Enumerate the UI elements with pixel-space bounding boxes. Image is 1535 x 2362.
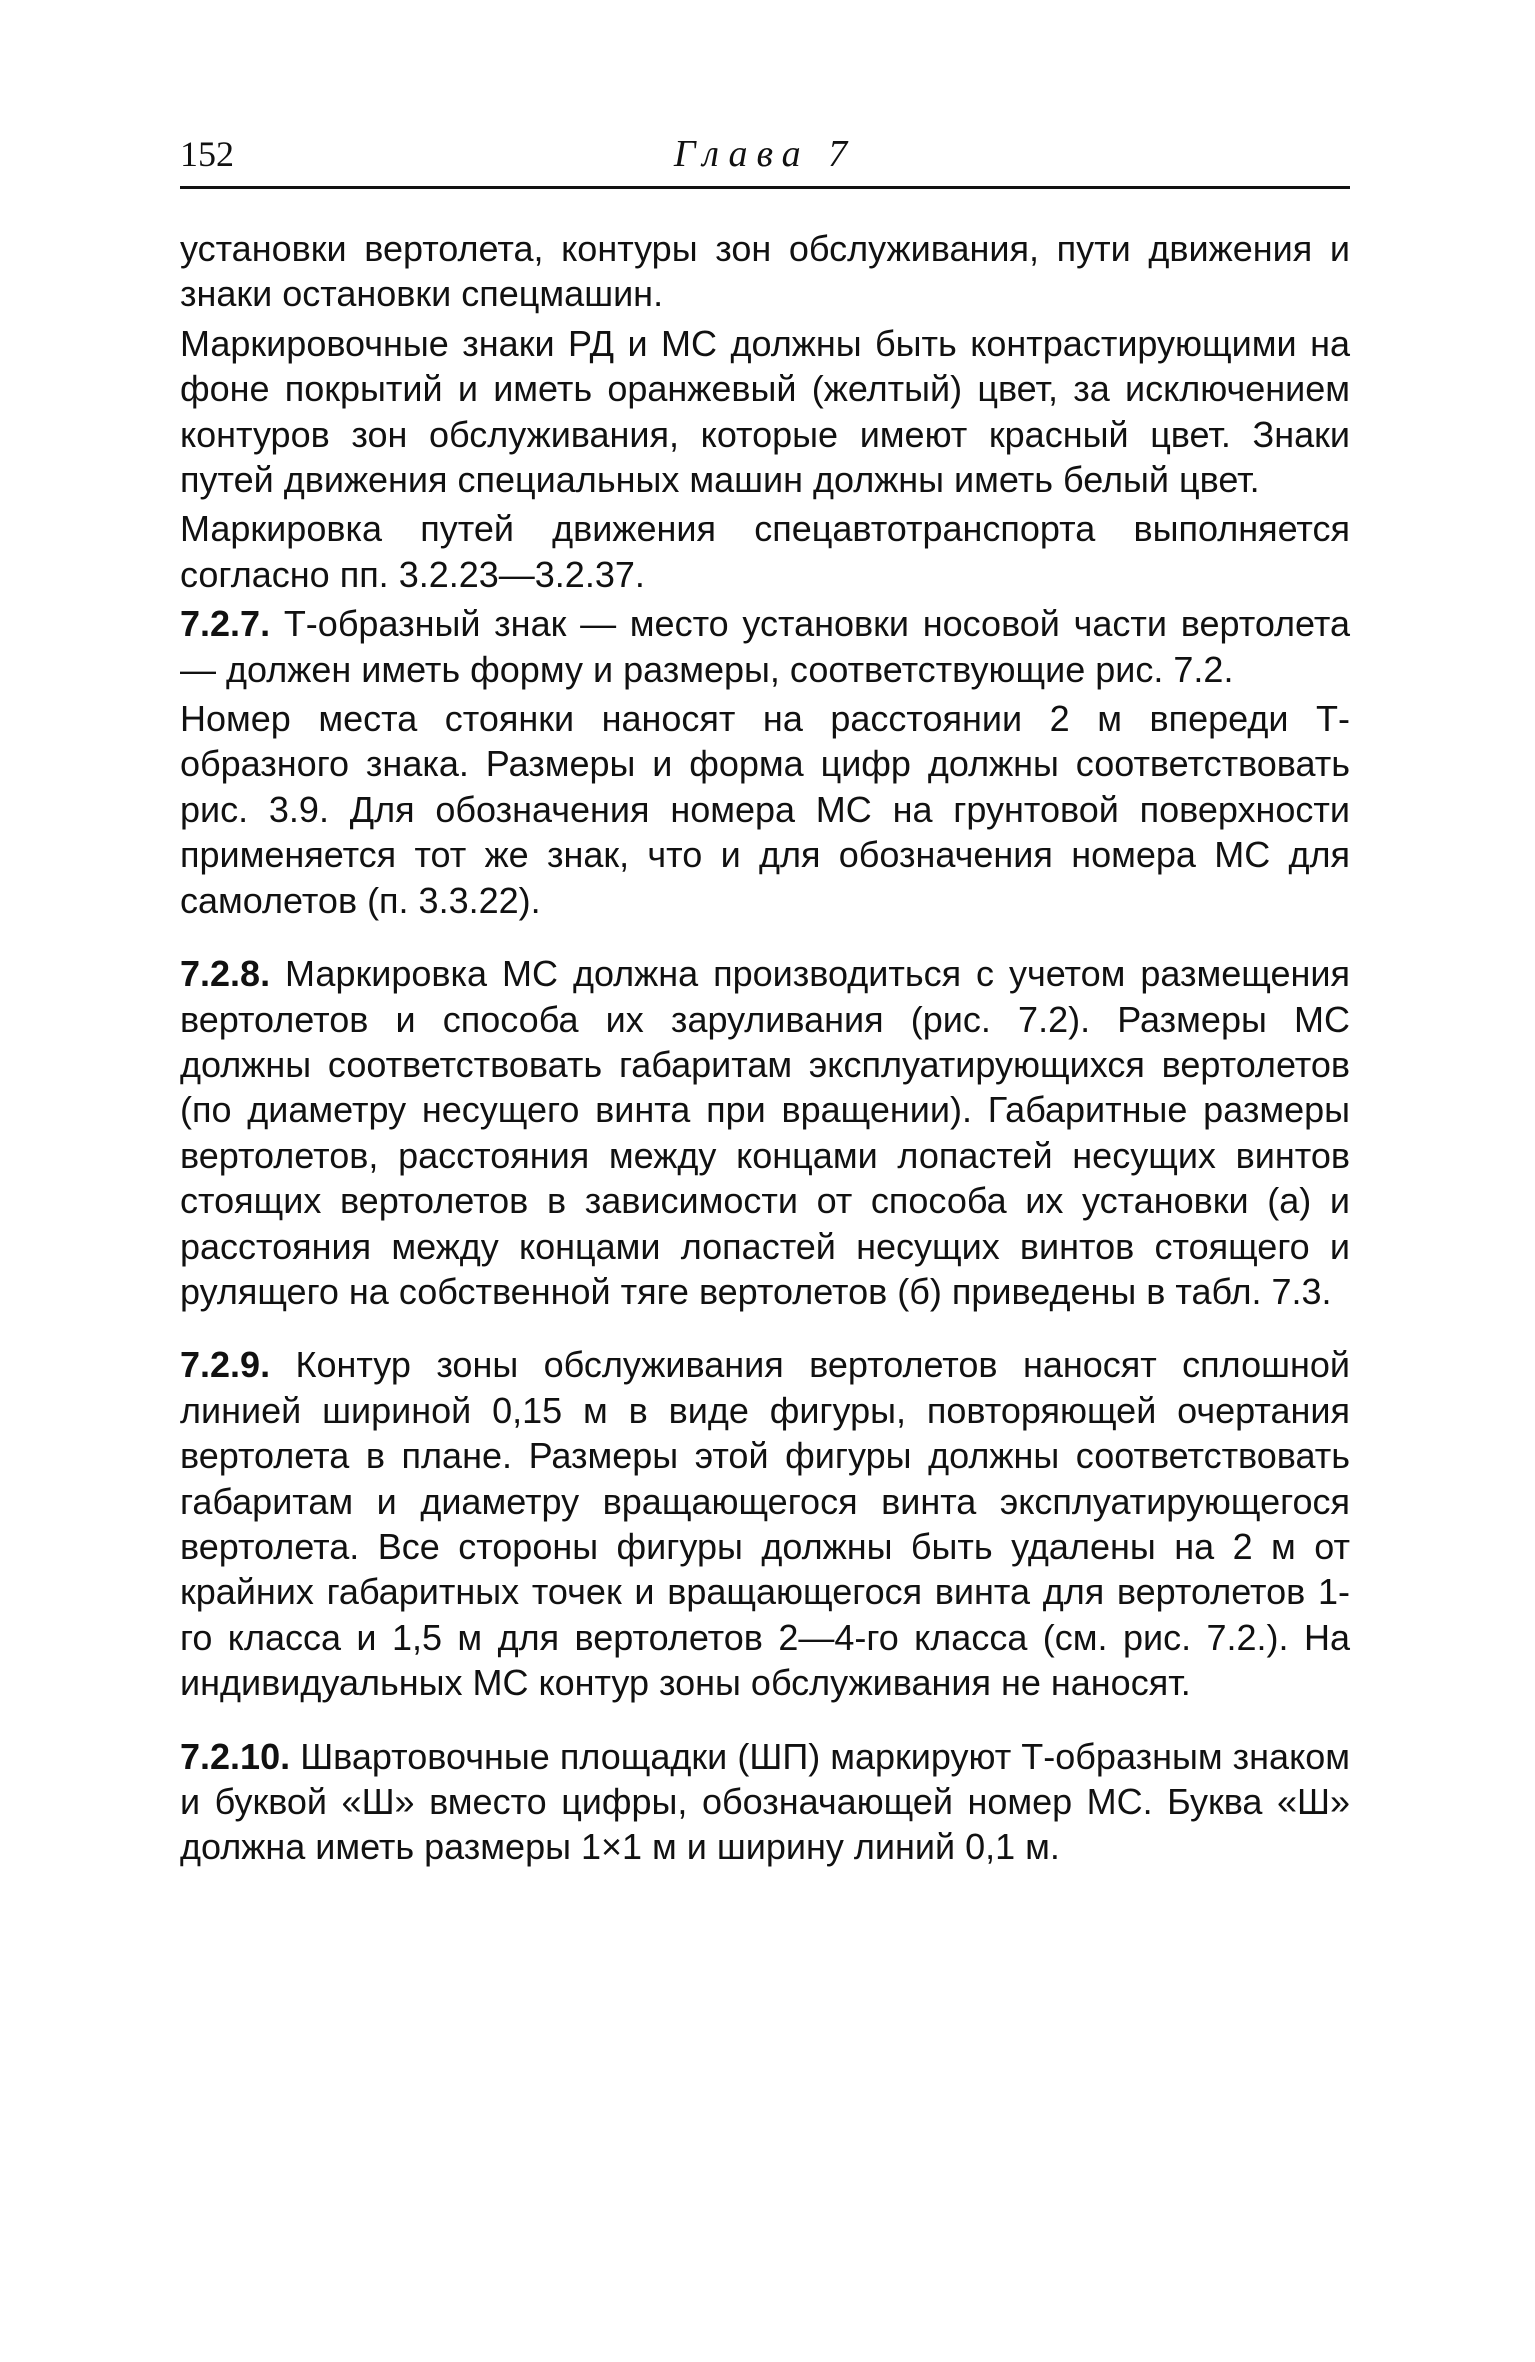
paragraph-text: Маркировка путей движения спецавтотранспорта выполняется согласно пп. 3.2.23—3.2.37. bbox=[180, 508, 1350, 595]
paragraph-text: установки вертолета, контуры зон обслуживания, пути движения и знаки остановки спецмашин. bbox=[180, 228, 1350, 315]
section-number: 7.2.8. bbox=[180, 953, 271, 995]
paragraph-text: Контур зоны обслуживания вертолетов наносят сплошной линией шириной 0,15 м в виде фигуры, повторяющей очертания вертолета в плане. Размеры этой фигуры должны соответствовать габаритам и диаметру вращающегося винта эксплуатирующегося вертолета. Все стороны фигуры должны быть удалены на 2 м от крайних габаритных точек и вращающегося винта для вертолетов 1-го класса и 1,5 м для вертолетов 2—4-го класса (см. рис. 7.2.). На индивидуальных МС контур зоны обслуживания не наносят. bbox=[180, 1344, 1350, 1704]
paragraph bbox=[180, 1734, 1350, 1870]
paragraph bbox=[180, 951, 1350, 1314]
header-rule bbox=[180, 186, 1350, 189]
paragraph bbox=[180, 696, 1350, 923]
paragraph bbox=[180, 226, 1350, 317]
section-number: 7.2.7. bbox=[180, 603, 271, 645]
paragraph-text: Маркировочные знаки РД и МС должны быть контрастирующими на фоне покрытий и иметь оранжевый (желтый) цвет, за исключением контуров зон обслуживания, которые имеют красный цвет. Знаки путей движения специальных машин должны иметь белый цвет. bbox=[180, 322, 1350, 501]
paragraph bbox=[180, 1342, 1350, 1705]
paragraph bbox=[180, 506, 1350, 597]
paragraph-text: Маркировка МС должна производиться с учетом размещения вертолетов и способа их заруливания (рис. 7.2). Размеры МС должны соответствовать габаритам эксплуатирующихся вертолетов (по диаметру несущего винта при вращении). Габаритные размеры вертолетов, расстояния между концами лопастей несущих винтов стоящих вертолетов в зависимости от способа их установки (а) и расстояния между концами лопастей несущих винтов стоящего и рулящего на собственной тяге вертолетов (б) приведены в табл. 7.3. bbox=[180, 953, 1350, 1312]
paragraph bbox=[180, 321, 1350, 503]
page-number: 152 bbox=[180, 134, 234, 174]
page-header bbox=[180, 130, 1350, 190]
section-number: 7.2.9. bbox=[180, 1344, 271, 1386]
paragraph-text: Швартовочные площадки (ШП) маркируют Т-образным знаком и буквой «Ш» вместо цифры, обозначающей номер МС. Буква «Ш» должна иметь размеры 1×1 м и ширину линий 0,1 м. bbox=[180, 1735, 1350, 1868]
running-head: Глава 7 bbox=[673, 133, 857, 175]
paragraph-text: Номер места стоянки наносят на расстоянии 2 м впереди Т-образного знака. Размеры и форма цифр должны соответствовать рис. 3.9. Для обозначения номера МС на грунтовой поверхности применяется тот же знак, что и для обозначения номера МС для самолетов (п. 3.3.22). bbox=[180, 698, 1350, 921]
paragraph bbox=[180, 601, 1350, 692]
paragraph-text: Т-образный знак — место установки носовой части вертолета — должен иметь форму и размеры, соответствующие рис. 7.2. bbox=[180, 603, 1350, 690]
section-number: 7.2.10. bbox=[180, 1735, 291, 1777]
body-text bbox=[180, 226, 1350, 1874]
